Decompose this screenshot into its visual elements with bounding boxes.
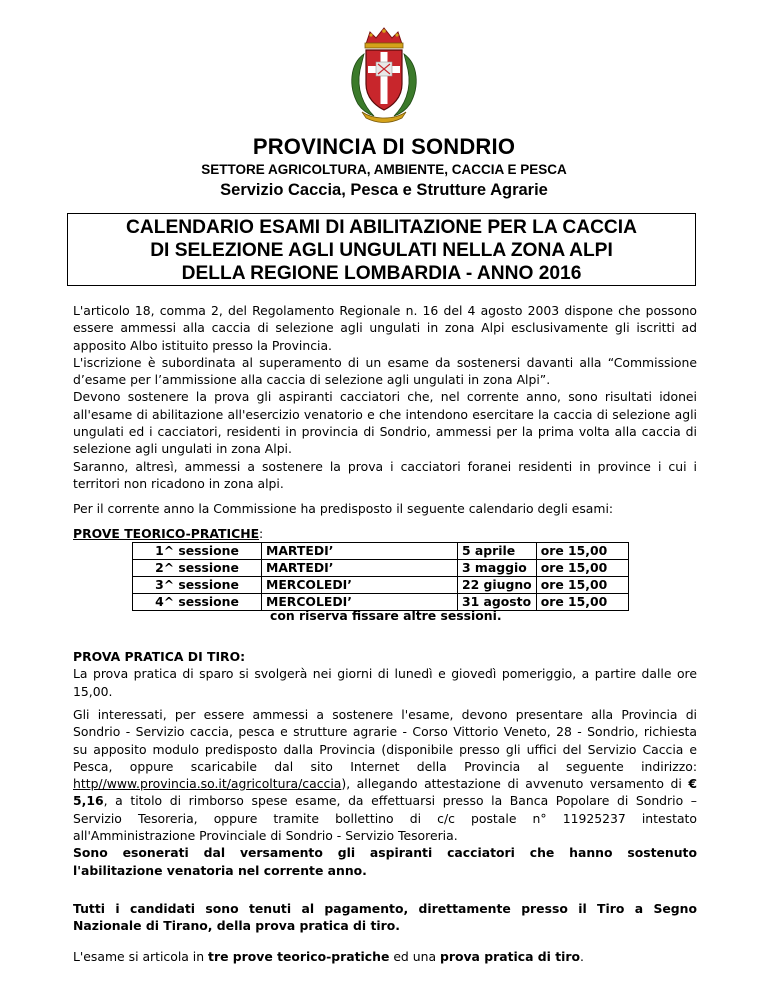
iscrizione-line-3: su apposito modulo predisposto dalla Provincia (disponibile presso gli uffici del Servizio Caccia e (73, 741, 697, 757)
day-cell: MARTEDI’ (262, 543, 458, 560)
schedule-note: con riserva fissare altre sessioni. (270, 608, 502, 623)
session-cell: 4^ sessione (133, 594, 262, 611)
document-title-box (67, 213, 696, 286)
intro-calendar-line (73, 500, 697, 517)
articolazione-mid: ed una (389, 949, 440, 964)
province-crest-icon (340, 24, 428, 124)
articolazione-bold-2: prova pratica di tiro (439, 949, 580, 964)
articolazione-line (73, 948, 697, 965)
exam-schedule-table (132, 542, 629, 611)
day-cell: MERCOLEDI’ (262, 594, 458, 611)
provincia-website-link[interactable]: http//www.provincia.so.it/agricoltura/caccia (73, 776, 342, 792)
intro-paragraph-4: Saranno, altresì, ammessi a sostenere la prova i cacciatori foranei residenti in province i cui i territori non ricadono in zona alpi. (73, 458, 697, 491)
iscrizione-after-amount: , a titolo di rimborso spese esame, da effettuarsi presso la Banca Popolare di Sondrio – (103, 793, 697, 809)
prova-tiro-heading: PROVA PRATICA DI TIRO: (73, 649, 246, 664)
session-cell: 2^ sessione (133, 560, 262, 577)
prova-tiro-section (73, 648, 697, 700)
iscrizione-after-link: ), allegando attestazione di avvenuto versamento di (341, 776, 682, 792)
articolazione-post: . (579, 949, 584, 964)
time-cell: ore 15,00 (536, 543, 628, 560)
articolazione-pre: L'esame si articola in (73, 949, 209, 964)
session-cell: 1^ sessione (133, 543, 262, 560)
euro-symbol: € (688, 776, 697, 792)
fee-amount: 5,16 (73, 793, 104, 809)
service-name: Servizio Caccia, Pesca e Strutture Agrarie (220, 181, 548, 199)
intro-paragraph-5: Per il corrente anno la Commissione ha predisposto il seguente calendario degli esami: (73, 501, 614, 516)
esonero-line-1: Sono esonerati dal versamento gli aspiranti cacciatori che hanno sostenuto (73, 845, 697, 861)
iscrizione-line-1: Gli interessati, per essere ammessi a sostenere l'esame, devono presentare alla Provincia di (73, 707, 697, 722)
iscrizione-line-4: Pesca, oppure scaricabile dal sito Internet della Provincia al seguente indirizzo: (73, 758, 697, 774)
day-cell: MARTEDI’ (262, 560, 458, 577)
articolazione-section (73, 948, 697, 965)
title-line-1: CALENDARIO ESAMI DI ABILITAZIONE PER LA CACCIA (126, 217, 637, 238)
iscrizione-section (73, 706, 697, 879)
date-cell: 5 aprile (458, 543, 537, 560)
sector-name: SETTORE AGRICOLTURA, AMBIENTE, CACCIA E PESCA (201, 162, 567, 177)
time-cell: ore 15,00 (536, 594, 628, 611)
time-cell: ore 15,00 (536, 560, 628, 577)
province-name: PROVINCIA DI SONDRIO (252, 134, 516, 159)
iscrizione-line-6 (73, 792, 697, 809)
time-cell: ore 15,00 (536, 577, 628, 594)
esonero-line-2: l'abilitazione venatoria nel corrente anno. (73, 862, 367, 878)
title-line-3: DELLA REGIONE LOMBARDIA - ANNO 2016 (181, 263, 582, 284)
schedule-row (133, 543, 629, 560)
date-cell: 22 giugno (458, 577, 537, 594)
pagamento-line-2: Nazionale di Tirano, della prova pratica di tiro. (73, 918, 400, 934)
intro-paragraph-1: L'articolo 18, comma 2, del Regolamento Regionale n. 16 del 4 agosto 2003 dispone che possono essere ammessi alla caccia di selezione agli ungulati in zona Alpi esclusivamente gli iscritti ad apposito Albo istituito presso la Provincia. (73, 303, 697, 353)
prove-teoriche-heading: PROVE TEORICO-PRATICHE (73, 526, 260, 541)
title-line-2: DI SELEZIONE AGLI UNGULATI NELLA ZONA ALPI (150, 240, 613, 261)
date-cell: 31 agosto (458, 594, 537, 611)
date-cell: 3 maggio (458, 560, 537, 577)
schedule-row (133, 577, 629, 594)
intro-section (73, 302, 697, 492)
iscrizione-line-2: Sondrio - Servizio caccia, pesca e strutture agrarie - Corso Vittorio Veneto, 28 - Sondrio, richiesta (73, 724, 697, 740)
iscrizione-line-5 (73, 775, 697, 792)
intro-paragraph-3: Devono sostenere la prova gli aspiranti cacciatori che, nel corrente anno, sono risultati idonei all'esame di abilitazione all'esercizio venatorio e che intendono esercitare la caccia di selezione agli ungulati ed i cacciatori, residenti in provincia di Sondrio, ammessi per la prima volta alla caccia di selezione agli ungulati in zona Alpi. (73, 389, 697, 457)
pagamento-section (73, 900, 697, 935)
prova-tiro-text: La prova pratica di sparo si svolgerà nei giorni di lunedì e giovedì pomeriggio, a partire dalle ore 15,00. (73, 666, 697, 699)
iscrizione-line-7: Servizio Tesoreria, oppure tramite bollettino di c/c postale n° 11925237 intestato (73, 810, 697, 826)
day-cell: MERCOLEDI’ (262, 577, 458, 594)
session-cell: 3^ sessione (133, 577, 262, 594)
prove-teoriche-heading-wrap (73, 525, 697, 542)
intro-paragraph-2: L'iscrizione è subordinata al superamento di un esame da sostenersi davanti alla “Commissione d’esame per l’ammissione alla caccia di selezione agli ungulati in zona Alpi”. (73, 354, 697, 388)
iscrizione-line-8: all'Amministrazione Provinciale di Sondrio - Servizio Tesoreria. (73, 828, 458, 844)
articolazione-bold-1: tre prove teorico-pratiche (208, 949, 390, 964)
prove-teoriche-colon: : (259, 526, 264, 541)
pagamento-line-1: Tutti i candidati sono tenuti al pagamento, direttamente presso il Tiro a Segno (73, 901, 697, 916)
schedule-row (133, 560, 629, 577)
